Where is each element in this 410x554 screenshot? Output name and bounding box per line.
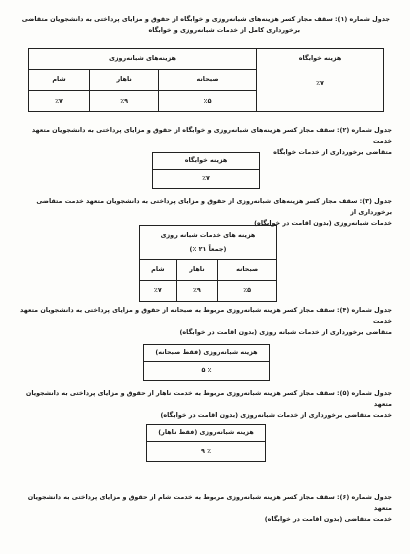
caption-line: جدول شماره (۲): سقف مجاز کسر هزینه‌های شبانه‌روزی و خوابگاه از حقوق و مزایای پرداختی به دانشجویان متعهد خدمت [31, 126, 392, 145]
breakfast-value: ٪۵ [218, 281, 277, 302]
caption-line: متقاضی برخورداری از خدمات خوابگاه [273, 148, 392, 156]
dinner-header: شام [29, 69, 90, 91]
caption-line: خدمات شبانه‌روزی (بدون اقامت در خوابگاه) [254, 219, 392, 227]
caption-line: متقاضی برخورداری از خدمات شبانه روزی (بدون اقامت در خوابگاه) [179, 328, 392, 336]
daily-cost-header: هزینه‌های شبانه‌روزی [29, 49, 257, 70]
table-4 [143, 344, 270, 381]
caption-line: جدول شماره (۱): سقف مجاز کسر هزینه‌های شبانه‌روزی و خوابگاه از حقوق و مزایای پرداختی به دانشجویان متقاضی [21, 15, 390, 23]
dinner-value: ٪۷ [140, 281, 177, 302]
dorm-cost-header: هزینه خوابگاه [298, 54, 342, 62]
lunch-only-value: ٪ ۹ [147, 442, 266, 462]
dinner-value: ٪۷ [29, 91, 90, 112]
breakfast-header: صبحانه [218, 260, 277, 281]
dinner-header: شام [140, 260, 177, 281]
breakfast-value: ٪۵ [159, 91, 257, 112]
daily-services-total: (جمعاً ۲۱ ٪) [189, 244, 227, 253]
caption-line: خدمت متقاضی (بدون اقامت در خوابگاه) [264, 515, 392, 523]
table-6-caption [12, 492, 392, 525]
dorm-cost-cell [257, 49, 384, 112]
caption-line: جدول شماره (۵): سقف مجاز کسر هزینه شبانه‌روزی مربوط به خدمت ناهار از حقوق و مزایای پرداختی به دانشجویان متعهد [25, 389, 392, 408]
dorm-cost-value: ٪۷ [316, 79, 324, 88]
lunch-value: ٪۹ [90, 91, 159, 112]
caption-line: برخورداری کامل از خدمات شبانه‌روزی و خوابگاه [148, 26, 300, 34]
table-2 [152, 152, 260, 189]
table-1 [28, 48, 384, 112]
table-3 [139, 225, 277, 302]
breakfast-only-value: ٪ ۵ [144, 362, 270, 381]
table-4-caption [12, 305, 392, 338]
table-5-caption [12, 388, 392, 421]
caption-line: جدول شماره (۶): سقف مجاز کسر هزینه شبانه‌روزی مربوط به خدمت شام از حقوق و مزایای پرداختی به دانشجویان متعهد [27, 493, 392, 512]
caption-line: جدول شماره (۴): سقف مجاز کسر هزینه شبانه‌روزی مربوط به صبحانه از حقوق و مزایای پرداختی به دانشجویان متعهد خدمت [20, 306, 392, 325]
table-1-caption [20, 14, 390, 36]
daily-services-header [140, 226, 277, 260]
dorm-cost-header: هزینه خوابگاه [153, 153, 260, 170]
table-5 [146, 424, 266, 462]
breakfast-header: صبحانه [159, 69, 257, 91]
lunch-only-header: هزینه شبانه‌روزی (فقط ناهار) [147, 425, 266, 442]
daily-services-title: هزینه های خدمات شبانه روزی [160, 231, 256, 240]
caption-line: جدول (۳): سقف مجاز کسر هزینه‌های شبانه‌روزی از حقوق و مزایای پرداختی به دانشجویان متعهد خدمت متقاضی برخورداری از [36, 197, 392, 216]
breakfast-only-header: هزینه شبانه‌روزی (فقط صبحانه) [144, 345, 270, 362]
lunch-header: ناهار [90, 69, 159, 91]
lunch-value: ٪۹ [176, 281, 218, 302]
caption-line: خدمت متقاضی برخورداری از خدمات شبانه‌روزی (بدون اقامت در خوابگاه) [160, 411, 392, 419]
dorm-cost-value: ٪۷ [153, 170, 260, 189]
lunch-header: ناهار [176, 260, 218, 281]
